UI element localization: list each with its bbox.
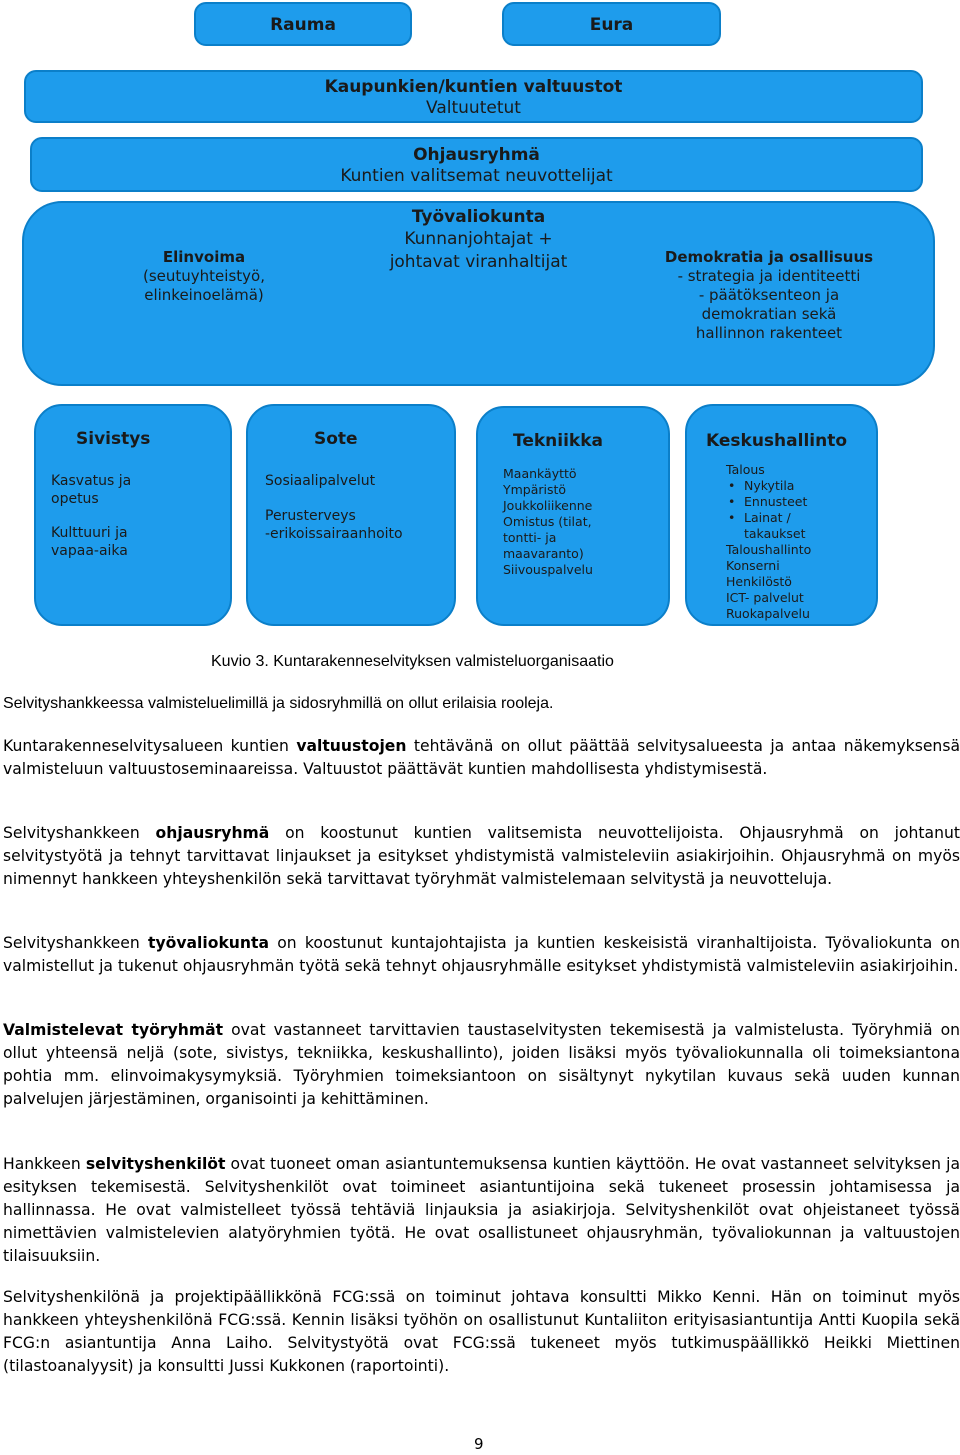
vitality-line1: (seutuyhteistyö, [143, 267, 265, 285]
paragraph-valtuustot: Kuntarakenneselvitysalueen kuntien valtuustojen tehtävänä on ollut päättää selvitysalueesta ja antaa näkemyksensä valmisteluun valtuustoseminaareissa. Valtuustot päättävät kuntien mahdollisesta yhdistymisestä. [3, 737, 960, 778]
group-sote-item: -erikoissairaanhoito [265, 526, 403, 542]
group-sote-item: Sosiaalipalvelut [265, 473, 376, 489]
group-sivistys-item: Kasvatus ja [51, 473, 132, 489]
box-eura [502, 2, 721, 46]
democracy-line3: demokratian sekä [701, 305, 837, 323]
group-keskushallinto-bullet-cont: takaukset [744, 526, 806, 541]
group-keskushallinto-item: Konserni [726, 558, 780, 573]
paragraph-tyoryhmat: Valmistelevat työryhmät ovat vastanneet tarvittavien taustaselvitysten tekemisestä ja valmistelusta. Työryhmiä on ollut yhteensä neljä (sote, sivistys, tekniikka, keskushallinto), joiden lisäksi myös työvaliokunnalla oli toimeksiantona pohtia mm. elinvoimakysymyksiä. Työryhmien toimeksiantoon on sisältynyt nykytilan kuvaus sekä uuden kunnan palvelujen järjestäminen, organisointi ja kehittäminen. [3, 1021, 960, 1108]
working-line2: johtavat viranhaltijat [389, 252, 568, 272]
group-sivistys-item: vapaa-aika [51, 543, 128, 559]
group-sote-item: Perusterveys [265, 508, 356, 524]
steering-title: Ohjausryhmä [413, 145, 540, 165]
box-eura-label: Eura [589, 15, 634, 35]
working-line1: Kunnanjohtajat + [404, 229, 553, 249]
group-tekniikka-item: Ympäristö [503, 482, 567, 497]
box-rauma [194, 2, 412, 46]
box-group-sivistys [34, 404, 232, 626]
group-tekniikka-item: Maankäyttö [503, 466, 577, 481]
group-keskushallinto-item: Henkilöstö [726, 574, 792, 589]
group-keskushallinto-bullet: • Lainat / [744, 510, 811, 526]
council-title: Kaupunkien/kuntien valtuustot [324, 77, 623, 97]
group-tekniikka-item: Omistus (tilat, [503, 514, 592, 529]
vitality-line2: elinkeinoelämä) [144, 286, 264, 304]
group-keskushallinto-bullet: • Nykytila [744, 478, 811, 494]
box-group-sote [246, 404, 456, 626]
democracy-line2: - päätöksenteon ja [698, 286, 840, 304]
group-tekniikka-item: tontti- ja [503, 530, 557, 545]
group-sivistys-item: Kulttuuri ja [51, 525, 128, 541]
group-tekniikka-item: Joukkoliikenne [503, 498, 593, 513]
steering-subtitle: Kuntien valitsemat neuvottelijat [340, 166, 613, 186]
group-keskushallinto-bullet: • Ennusteet [744, 494, 811, 510]
group-keskushallinto-item: ICT- palvelut [726, 590, 804, 605]
democracy-line4: hallinnon rakenteet [695, 324, 843, 342]
page-number: 9 [474, 1435, 484, 1453]
group-keskushallinto-item: Taloushallinto [726, 542, 812, 557]
paragraph-fcg: Selvityshenkilönä ja projektipäällikkönä FCG:ssä on toiminut johtava konsultti Mikko Kenni. Hän on toiminut myös hankkeen yhteyshenkilönä FCG:ssä. Kennin lisäksi työhön on osallistunut Kuntaliiton erityisasiantuntija Antti Kuopila sekä FCG:n asiantuntija Anna Laiho. Selvitystyötä ovat FCG:ssä tukeneet myös tutkimuspäällikkö Heikki Miettinen (tilastoanalyysit) ja konsultti Jussi Kukkonen (raportointi). [3, 1288, 960, 1375]
democracy-block [634, 248, 904, 343]
paragraph-selvityshenkilot: Hankkeen selvityshenkilöt ovat tuoneet oman asiantuntemuksensa kuntien käyttöön. He ovat vastanneet selvityksen ja esityksen tekemisestä. Selvityshenkilöt ovat toimineet asiantuntijoina sekä tukeneet prosessin johtamisessa ja hallinnassa. He ovat valmistelleet työssä tehtäviä linjauksia ja asiakirjoja. Selvityshenkilöt ovat ohjeistaneet työssä nimettävien valmistelevien alatyöryhmien työtä. He ovat osallistuneet ohjausryhmän, työvaliokunnan ja valtuustojen tilaisuuksiin. [3, 1155, 960, 1265]
group-sote-title: Sote [314, 429, 358, 449]
group-tekniikka-item: Siivouspalvelu [503, 562, 593, 577]
group-keskushallinto-item: Ruokapalvelu [726, 606, 810, 621]
democracy-line1: - strategia ja identiteetti [677, 267, 861, 285]
box-council [24, 70, 923, 123]
vitality-block [104, 248, 304, 305]
group-sivistys-item: opetus [51, 491, 99, 507]
working-title: Työvaliokunta [411, 207, 546, 227]
council-subtitle: Valtuutetut [426, 98, 521, 118]
box-rauma-label: Rauma [270, 15, 336, 35]
intro-paragraph: Selvityshankkeessa valmisteluelimillä ja sidosryhmillä on ollut erilaisia rooleja. [3, 695, 554, 712]
group-tekniikka-item: maavaranto) [503, 546, 584, 561]
box-steering [30, 137, 923, 192]
democracy-title: Demokratia ja osallisuus [664, 248, 874, 266]
group-tekniikka-title: Tekniikka [513, 431, 604, 451]
group-keskushallinto-title: Keskushallinto [706, 431, 848, 451]
box-working-committee [22, 201, 935, 386]
paragraph-ohjausryhma: Selvityshankkeen ohjausryhmä on koostunut kuntien valitsemista neuvottelijoista. Ohjausryhmä on johtanut selvitystyötä ja tehnyt tarvittavat linjaukset ja esitykset yhdistymistä valmisteleviin asiakirjoihin. Ohjausryhmä on myös nimennyt hankkeen yhteyshenkilön sekä tarvittavat työryhmät valmistelemaan selvitystä ja neuvotteluja. [3, 824, 960, 888]
group-keskushallinto-talous: Talous [726, 462, 765, 477]
box-group-keskushallinto [685, 404, 878, 626]
vitality-title: Elinvoima [162, 248, 246, 266]
box-group-tekniikka [476, 406, 670, 626]
group-sivistys-title: Sivistys [76, 429, 151, 449]
figure-caption: Kuvio 3. Kuntarakenneselvityksen valmisteluorganisaatio [211, 653, 614, 670]
paragraph-tyovaliokunta: Selvityshankkeen työvaliokunta on koostunut kuntajohtajista ja kuntien keskeisistä viranhaltijoista. Työvaliokunta on valmistellut ja tukenut ohjausryhmän työtä sekä tehnyt ohjausryhmälle esitykset yhdistymistä valmisteleviin asiakirjoihin. [3, 934, 960, 975]
